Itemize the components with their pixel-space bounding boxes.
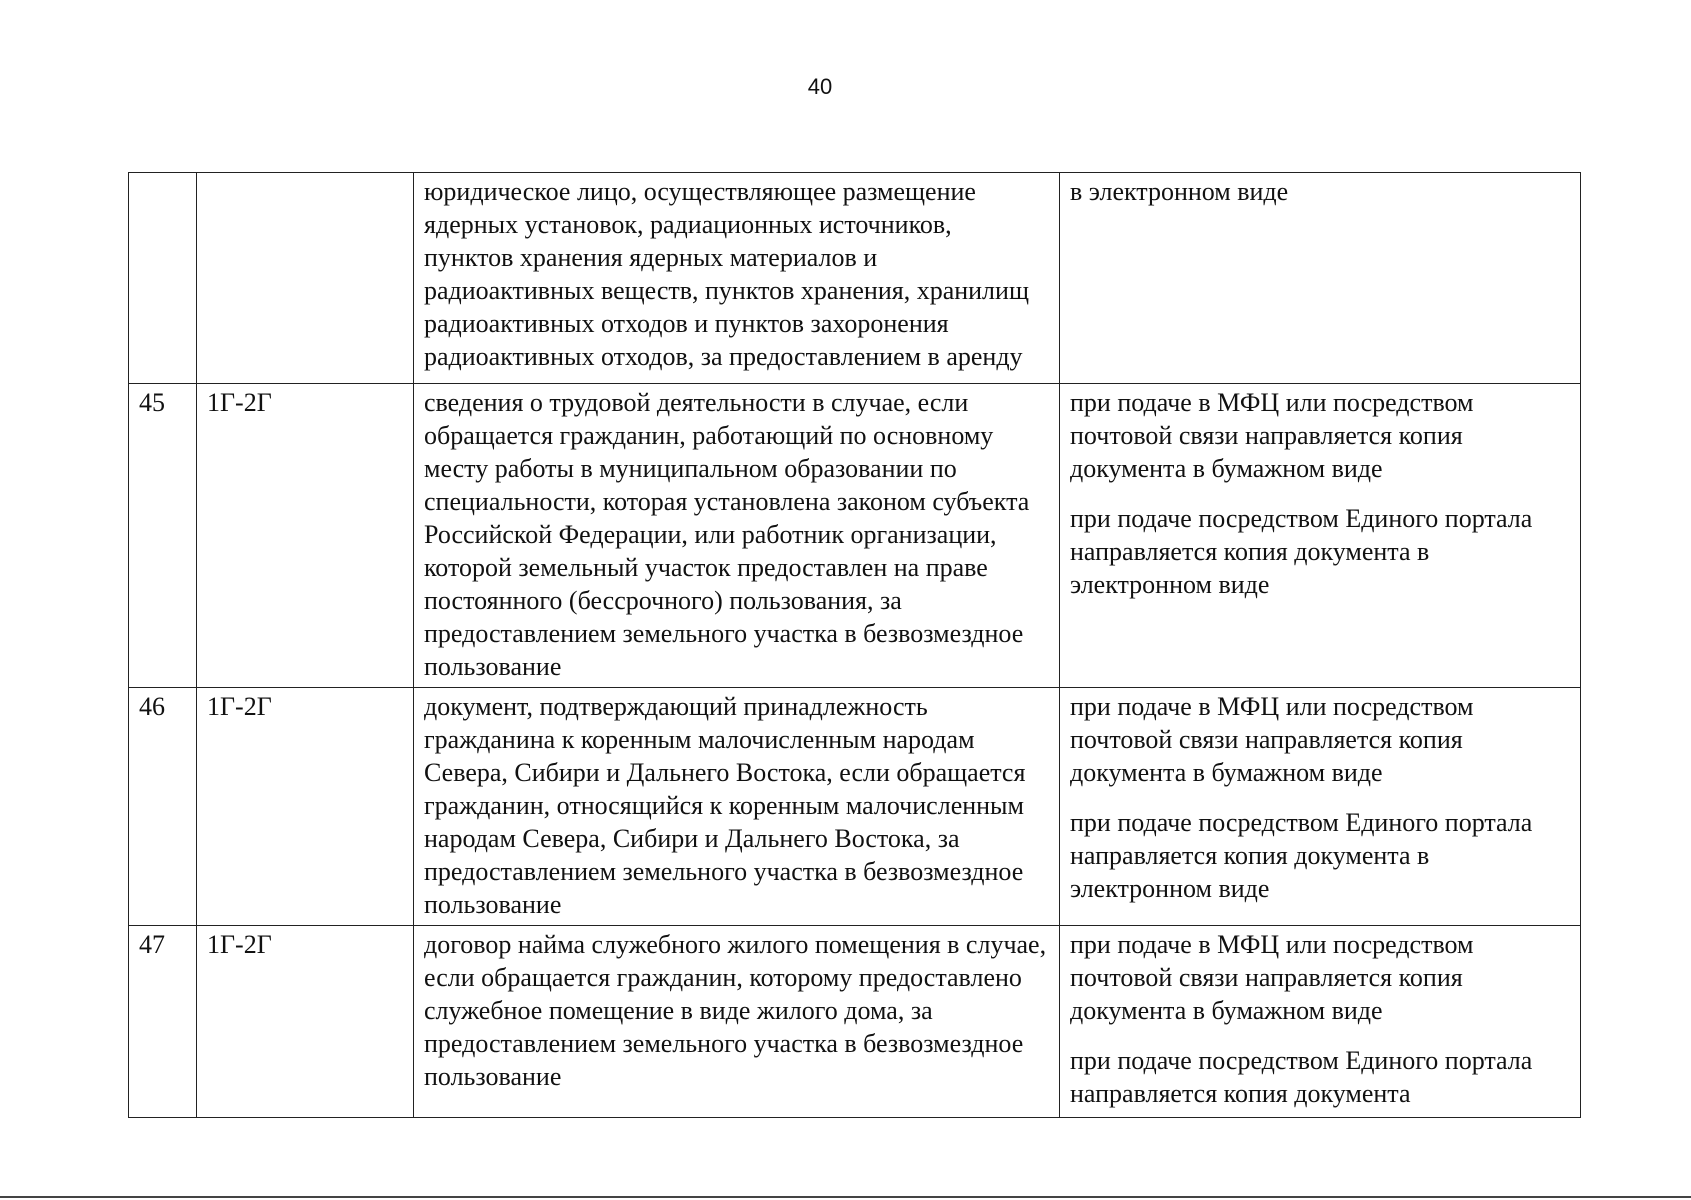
table-row [129, 688, 1581, 926]
documents-table [128, 172, 1581, 1118]
submission-method-text: при подаче в МФЦ или посредством почтовой связи направляется копия документа в бумажном виде [1070, 930, 1474, 1025]
row-method-cell [1060, 688, 1581, 926]
row-number-cell [129, 173, 197, 384]
submission-method-text: при подаче в МФЦ или посредством почтовой связи направляется копия документа в бумажном виде [1070, 692, 1474, 787]
row-description-cell: юридическое лицо, осуществляющее размещение ядерных установок, радиационных источников, пунктов хранения ядерных материалов и радиоактивных веществ, пунктов хранения, хранилищ радиоактивных отходов и пунктов захоронения радиоактивных отходов, за предоставлением в аренду [414, 173, 1060, 384]
submission-method-text: при подаче посредством Единого портала направляется копия документа [1070, 1046, 1533, 1108]
row-description-cell: договор найма служебного жилого помещения в случае, если обращается гражданин, которому предоставлено служебное помещение в виде жилого дома, за предоставлением земельного участка в безвозмездное пользование [414, 926, 1060, 1118]
submission-method-text: при подаче в МФЦ или посредством почтовой связи направляется копия документа в бумажном виде [1070, 388, 1474, 483]
submission-method-text: при подаче посредством Единого портала направляется копия документа в электронном виде [1070, 808, 1533, 903]
table-row [129, 384, 1581, 688]
row-code-cell: 1Г-2Г [197, 384, 414, 688]
row-code-cell: 1Г-2Г [197, 926, 414, 1118]
submission-method-text: в электронном виде [1070, 177, 1289, 206]
table-row [129, 173, 1581, 384]
submission-method-text: при подаче посредством Единого портала направляется копия документа в электронном виде [1070, 504, 1533, 599]
row-number-cell: 45 [129, 384, 197, 688]
row-method-cell [1060, 173, 1581, 384]
row-number-cell: 47 [129, 926, 197, 1118]
row-number-cell: 46 [129, 688, 197, 926]
row-description-cell: сведения о трудовой деятельности в случае, если обращается гражданин, работающий по основному месту работы в муниципальном образовании по специальности, которая установлена законом субъекта Российской Федерации, или работник организации, которой земельный участок предоставлен на праве постоянного (бессрочного) пользования, за предоставлением земельного участка в безвозмездное пользование [414, 384, 1060, 688]
row-method-cell [1060, 926, 1581, 1118]
scan-edge-divider [0, 1196, 1691, 1198]
row-code-cell: 1Г-2Г [197, 688, 414, 926]
row-method-cell [1060, 384, 1581, 688]
table-row [129, 926, 1581, 1118]
row-code-cell [197, 173, 414, 384]
page-number: 40 [807, 74, 833, 99]
row-description-cell: документ, подтверждающий принадлежность гражданина к коренным малочисленным народам Севера, Сибири и Дальнего Востока, если обращается гражданин, относящийся к коренным малочисленным народам Севера, Сибири и Дальнего Востока, за предоставлением земельного участка в безвозмездное пользование [414, 688, 1060, 926]
